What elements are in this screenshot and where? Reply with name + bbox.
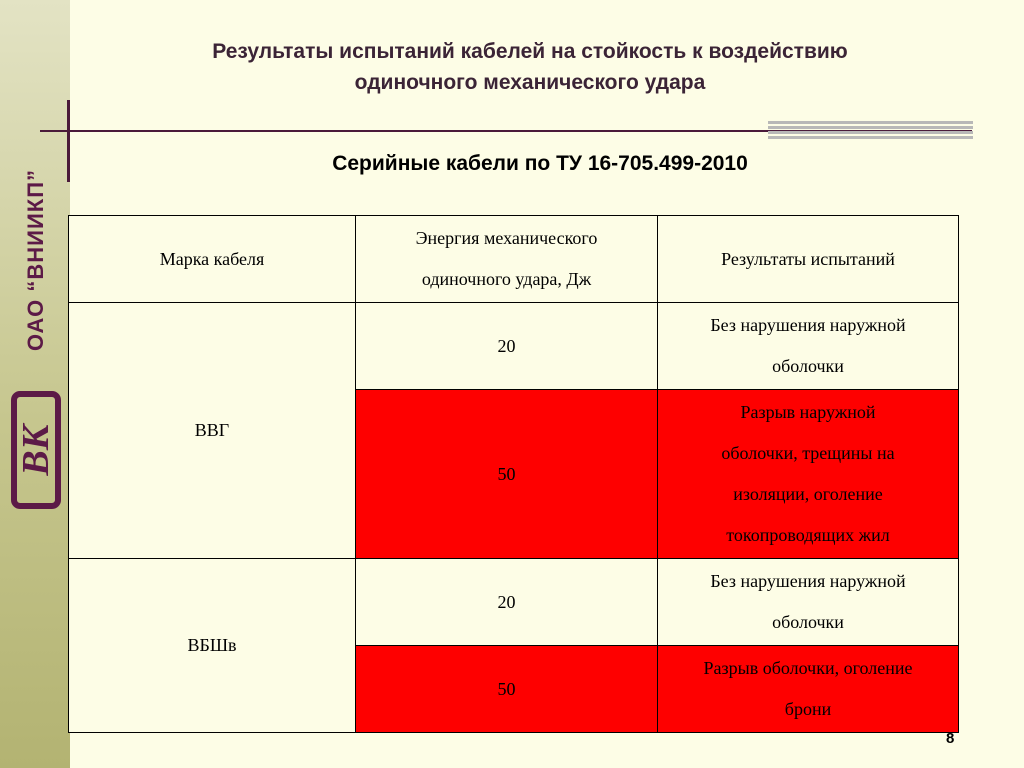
slide-title <box>130 36 930 98</box>
cable-brand-cell: ВВГ <box>69 303 356 559</box>
table-row <box>69 559 959 646</box>
sidebar <box>0 0 70 768</box>
result-cell <box>658 646 959 733</box>
result-line: Разрыв оболочки, оголение <box>703 658 913 678</box>
page-number: 8 <box>946 730 955 747</box>
slide-title-line-1: Результаты испытаний кабелей на стойкость к воздействию <box>212 40 848 63</box>
energy-cell: 20 <box>356 303 658 390</box>
table-row <box>69 303 959 390</box>
vertical-divider <box>67 100 70 182</box>
energy-cell: 20 <box>356 559 658 646</box>
results-table <box>68 215 959 733</box>
result-cell <box>658 390 959 559</box>
result-line: брони <box>784 699 832 719</box>
result-line: Без нарушения наружной <box>710 571 906 591</box>
table-header-row <box>69 216 959 303</box>
decorative-stripes <box>768 121 973 141</box>
slide-subtitle: Серийные кабели по ТУ 16-705.499-2010 <box>332 152 748 175</box>
slide-title-line-2: одиночного механического удара <box>354 71 706 94</box>
energy-cell: 50 <box>356 646 658 733</box>
result-line: оболочки <box>772 612 844 632</box>
cable-brand-cell: ВБШв <box>69 559 356 733</box>
result-line: Разрыв наружной <box>740 402 876 422</box>
company-name: ОАО “ВНИИКП” <box>23 168 48 352</box>
result-line: изоляции, оголение <box>733 484 883 504</box>
header-impact-energy-line-2: одиночного удара, Дж <box>421 269 592 289</box>
company-logo-icon <box>8 388 64 512</box>
header-impact-energy <box>356 216 658 303</box>
svg-text:ВК: ВК <box>15 424 57 476</box>
result-line: токопроводящих жил <box>726 525 890 545</box>
result-cell <box>658 303 959 390</box>
header-cable-brand: Марка кабеля <box>69 216 356 303</box>
result-line: оболочки <box>772 356 844 376</box>
result-line: оболочки, трещины на <box>721 443 895 463</box>
energy-cell: 50 <box>356 390 658 559</box>
header-impact-energy-line-1: Энергия механического <box>415 228 598 248</box>
result-line: Без нарушения наружной <box>710 315 906 335</box>
result-cell <box>658 559 959 646</box>
header-test-results: Результаты испытаний <box>658 216 959 303</box>
